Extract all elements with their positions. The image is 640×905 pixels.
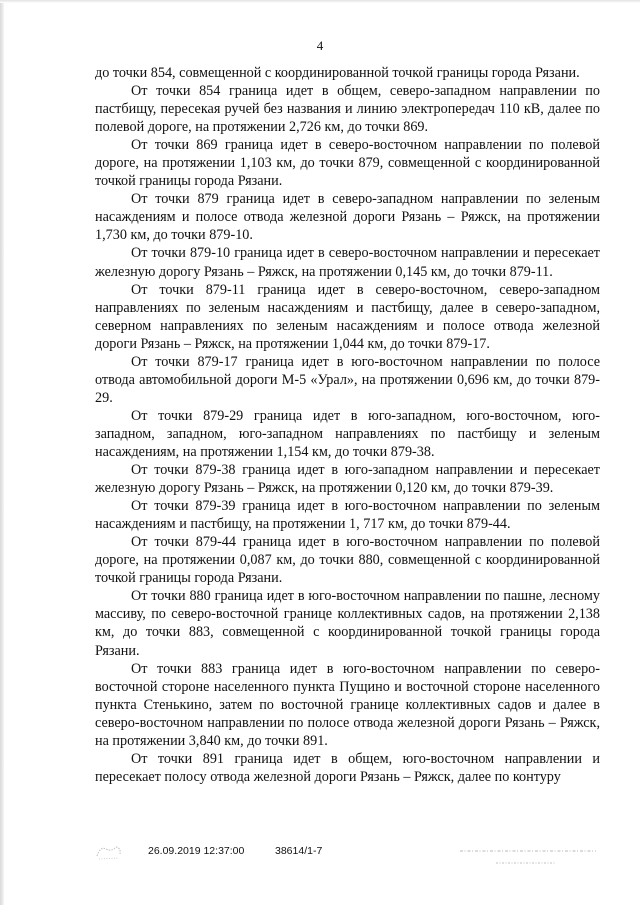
paragraph: От точки 879-17 граница идет в юго-восточном направлении по полосе отвода автомобильной дороги М-5 «Урал», на протяжении 0,696 км, до точки 879-29. bbox=[95, 353, 600, 406]
paragraph: От точки 883 граница идет в юго-восточном направлении по северо-восточной стороне населенного пункта Пущино и восточной стороне населенного пункта Стенькино, затем по восточной границе коллективных садов и далее в северо-восточном направлении по полосе отвода железной дороги Рязань – Ряжск, на протяжении 3,840 км, до точки 891. bbox=[95, 660, 600, 749]
paragraph: От точки 879-38 граница идет в юго-западном направлении и пересекает железную дорогу Рязань – Ряжск, на протяжении 0,120 км, до точки 879-39. bbox=[95, 462, 600, 497]
document-body bbox=[95, 64, 600, 786]
paragraph: От точки 879-39 граница идет в юго-восточном направлении по зеленым насаждениям и пастбищу, на протяжении 1, 717 км, до точки 879-44. bbox=[95, 498, 600, 533]
paragraph: От точки 869 граница идет в северо-восточном направлении по полевой дороге, на протяжении 1,103 км, до точки 879, совмещенной с координированной точкой границы города Рязани. bbox=[95, 137, 600, 190]
scan-edge-shadow bbox=[0, 0, 4, 905]
faded-stamp-icon bbox=[456, 842, 606, 872]
registration-stamp-icon bbox=[94, 842, 124, 862]
paragraph: От точки 854 граница идет в общем, северо-западном направлении по пастбищу, пересекая ручей без названия и линию электропередач 110 кВ, далее по полевой дороге, на протяжении 2,726 км, до точки 869. bbox=[95, 83, 600, 136]
page-number: 4 bbox=[316, 38, 324, 53]
paragraph: до точки 854, совмещенной с координированной точкой границы города Рязани. bbox=[95, 65, 580, 81]
paragraph: От точки 879-29 граница идет в юго-западном, юго-восточном, юго-западном, западном, юго-западном направлениях по пастбищу и зеленым насаждениям, на протяжении 1,154 км, до точки 879-38. bbox=[95, 407, 600, 460]
paragraph: От точки 879-11 граница идет в северо-восточном, северо-западном направлениях по зеленым насаждениям и пастбищу, далее в северо-западном, северном направлениях по зеленым насаждениям и полосе отвода железной дороги Рязань – Ряжск, на протяжении 1,044 км, до точки 879-17. bbox=[95, 281, 600, 352]
footer-datetime: 26.09.2019 12:37:00 bbox=[148, 845, 245, 857]
paragraph: От точки 879-10 граница идет в северо-восточном направлении и пересекает железную дорогу Рязань – Ряжск, на протяжении 0,145 км, до точки 879-11. bbox=[95, 245, 600, 280]
scan-top-shadow bbox=[0, 0, 640, 3]
paragraph: От точки 891 граница идет в общем, юго-восточном направлении и пересекает полосу отвода железной дороги Рязань – Ряжск, далее по контуру bbox=[95, 750, 600, 785]
footer-doc-code: 38614/1-7 bbox=[275, 845, 323, 857]
paragraph: От точки 880 граница идет в юго-восточном направлении по пашне, лесному массиву, по северо-восточной границе коллективных садов, на протяжении 2,138 км, до точки 883, совмещенной с координированной точкой границы города Рязани. bbox=[95, 588, 600, 659]
paragraph: От точки 879-44 граница идет в юго-восточном направлении по полевой дороге, на протяжении 0,087 км, до точки 880, совмещенной с координированной точкой границы города Рязани. bbox=[95, 534, 600, 587]
footer bbox=[0, 842, 640, 882]
paragraph: От точки 879 граница идет в северо-западном направлении по зеленым насаждениям и полосе отвода железной дороги Рязань – Ряжск, на протяжении 1,730 км, до точки 879-10. bbox=[95, 191, 600, 244]
